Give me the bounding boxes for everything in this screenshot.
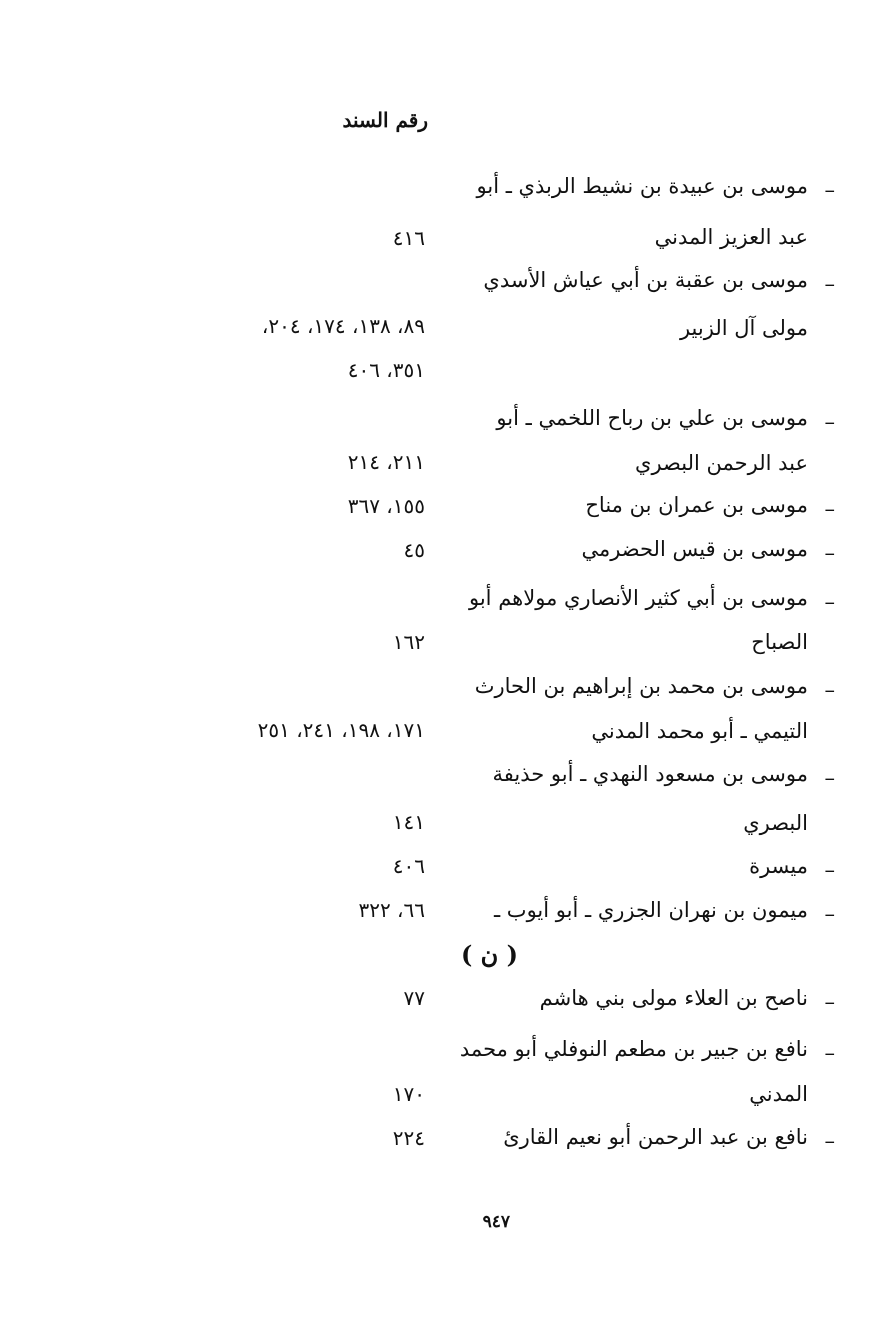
entry-refs: ٤١٦ (392, 226, 425, 250)
entry-dash: – (824, 858, 835, 882)
entry-refs: ٤٥ (403, 538, 425, 562)
entry-refs: ٤٠٦ (392, 854, 425, 878)
entry-refs: ٣٥١، ٤٠٦ (347, 358, 425, 382)
entry-refs: ١٧١، ١٩٨، ٢٤١، ٢٥١ (257, 718, 425, 742)
entry-name-line: موسى بن قيس الحضرمي (581, 537, 808, 561)
entry-dash: – (824, 541, 835, 565)
entry-name-line: البصري (743, 811, 808, 835)
entry-dash: – (824, 178, 835, 202)
entry-name-line: عبد الرحمن البصري (635, 451, 808, 475)
entry-dash: – (824, 497, 835, 521)
entry-refs: ١٧٠ (392, 1082, 425, 1106)
entry-name-line: المدني (749, 1082, 808, 1106)
entry-name-line: موسى بن مسعود النهدي ـ أبو حذيفة (492, 762, 808, 786)
entry-dash: – (824, 590, 835, 614)
entry-dash: – (824, 766, 835, 790)
entry-name-line: نافع بن جبير بن مطعم النوفلي أبو محمد (459, 1037, 808, 1061)
entry-name-line: مولى آل الزبير (679, 316, 808, 340)
entry-dash: – (824, 1041, 835, 1065)
entry-name-line: ميمون بن نهران الجزري ـ أبو أيوب ـ (493, 898, 808, 922)
entry-name-line: موسى بن عبيدة بن نشيط الربذي ـ أبو (476, 174, 808, 198)
entry-name-line: التيمي ـ أبو محمد المدني (591, 719, 808, 743)
entry-dash: – (824, 272, 835, 296)
entry-name-line: موسى بن محمد بن إبراهيم بن الحارث (474, 674, 808, 698)
entry-dash: – (824, 990, 835, 1014)
entry-refs: ١٤١ (392, 810, 425, 834)
entry-dash: – (824, 410, 835, 434)
entry-name-line: عبد العزيز المدني (654, 225, 808, 249)
entry-refs: ١٥٥، ٣٦٧ (347, 494, 425, 518)
entry-name-line: موسى بن عمران بن مناح (585, 493, 808, 517)
entry-name-line: ميسرة (749, 854, 808, 878)
entry-refs: ٨٩، ١٣٨، ١٧٤، ٢٠٤، (261, 314, 425, 338)
section-letter: ( ن ) (460, 940, 518, 969)
entry-refs: ٢١١، ٢١٤ (347, 450, 425, 474)
entry-name-line: ناصح بن العلاء مولى بني هاشم (539, 986, 808, 1010)
entry-dash: – (824, 1129, 835, 1153)
entry-dash: – (824, 678, 835, 702)
entry-dash: – (824, 902, 835, 926)
entry-name-line: نافع بن عبد الرحمن أبو نعيم القارئ (503, 1125, 808, 1149)
entry-refs: ١٦٢ (392, 630, 425, 654)
entry-name-line: الصباح (751, 630, 808, 654)
entry-refs: ٧٧ (403, 986, 425, 1010)
entry-name-line: موسى بن عقبة بن أبي عياش الأسدي (483, 268, 808, 292)
entry-refs: ٦٦، ٣٢٢ (358, 898, 425, 922)
column-header: رقم السند (342, 108, 428, 132)
page-number: ٩٤٧ (482, 1212, 510, 1232)
entry-name-line: موسى بن علي بن رباح اللخمي ـ أبو (496, 406, 808, 430)
entry-refs: ٢٢٤ (392, 1126, 425, 1150)
entry-name-line: موسى بن أبي كثير الأنصاري مولاهم أبو (468, 586, 808, 610)
